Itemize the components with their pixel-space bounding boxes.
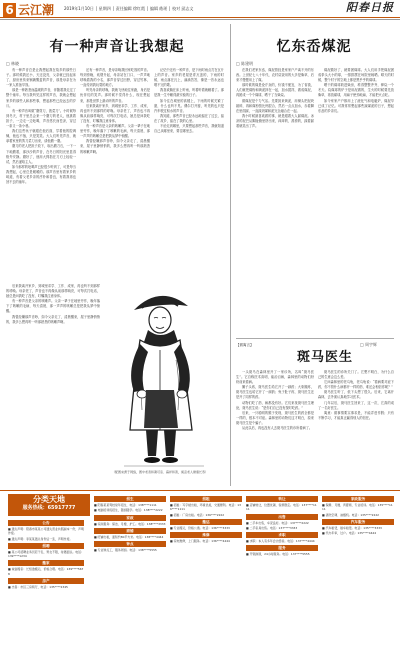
paragraph: 狮子头疼，斑马医生给它开了一副药；大象腿疼，斑马医生也给它开了一副药；兔子肚子疼，斑马医生还是开了同样的药。 bbox=[236, 385, 314, 400]
column-divider bbox=[230, 24, 231, 486]
paragraph: 我们这些孩子就跟在他后面，学着他的腔调喊，他也不恼，只是笑笑。大人们听见声音，就拿着家里的剪刀菜刀出来，请他磨一磨。 bbox=[6, 129, 76, 144]
classified-ad: ■ 求职：本人有多年会计经验。电话：137****4444 bbox=[246, 539, 315, 544]
paragraph: 有一种声音是父亲的咳嗽声。父亲一辈子在地里劳作，晚年落下了咳嗽的毛病，每天清晨，那一声声的咳嗽总是把我从梦中惊醒。 bbox=[6, 299, 100, 314]
paragraph: 煤泥做好了，就要团煤球。大人们用手把煤泥团成拳头大小的球，一排排摆在场院里晾晒。晴天的时候，整个村子的空地上都是黑乎乎的煤球。 bbox=[318, 68, 394, 83]
paragraph: 如今那样的吆喝声已经很少听到了，可是每当我想起，心里总是暖暖的。那声音里有着家乡的味道，有着父老乡亲的淳朴和善良，有着我再也回不去的童年。 bbox=[6, 164, 76, 185]
article-3-label: 【微寓言】 bbox=[236, 343, 254, 347]
classified-category-heading: 服务 bbox=[246, 545, 318, 551]
article-2-column-1 bbox=[236, 68, 314, 334]
paragraph: 后来我离开家乡，到城里求学、工作、成家，再也听不到那样的呼唤。母亲老了，声音也不再像从前那样响亮，可每次打电话，她总是问我吃了没有，叮嘱我注意身体。 bbox=[80, 103, 150, 123]
classified-ad: ■ 阳春某某驾校常年招生，电话：138****1111 bbox=[94, 503, 157, 507]
classified-ad: ■ 专业搬运，价格公道。电话：136****3333 bbox=[170, 525, 230, 530]
classified-category-heading: 招生 bbox=[94, 496, 166, 502]
classified-category-heading: 汽车服务 bbox=[322, 519, 394, 525]
classified-ad: ■ 遗失声明：李某某遗失身份证一张，声明作废。 bbox=[8, 536, 73, 541]
classified-category-heading: 搬运 bbox=[170, 519, 242, 525]
classifieds-hotline bbox=[8, 505, 90, 512]
classifieds-column-1 bbox=[8, 518, 84, 652]
classified-category-heading: 钟点 bbox=[94, 541, 166, 547]
classified-ad: ■ 二手车出售，车况良好。电话：137****2222 bbox=[246, 520, 309, 525]
article-1-author: □ 林晓 bbox=[6, 61, 20, 66]
header-divider-thin bbox=[0, 19, 400, 20]
hotline-label: 服务热线： bbox=[22, 505, 48, 511]
classified-ad: ■ 诚信搬家：长短途搬运，价格合理。电话：139****5678 bbox=[8, 567, 84, 576]
paragraph: 磨刀的老人把担子放下，取出磨刀石，一下一下地磨着，那沙沙的声音，在冬日的阳光里显得格外安静。磨好了，他用大拇指在刀刃上轻轻一试，然后递给主人。 bbox=[6, 144, 76, 164]
article-1-column-3 bbox=[154, 68, 224, 280]
paragraph: 记忆中还有一种声音，是下雨时雨点打在瓦片上的声音。家乡的老屋是青瓦盖的，下雨的时候，雨点落在瓦上，滴滴答答，像是一首永远也唱不完的歌。 bbox=[154, 68, 224, 88]
paragraph: 几年以后，斑马医生回来了，这一次，它真的成了一名好医生。 bbox=[318, 400, 394, 410]
paragraph: 如今住在城里的高楼上，下雨的时候关紧了窗，什么也听不见。偶尔打开窗，听见的也只是汽车驶过积水的声音。 bbox=[154, 98, 224, 113]
section-title: 云江潮 bbox=[18, 3, 55, 17]
classified-category-heading: 家政 bbox=[94, 515, 166, 521]
classified-ad: ■ 电脑培训班招生，随到随学。电话：138****2222 bbox=[94, 508, 163, 513]
elderly-woman-illustration bbox=[104, 280, 216, 472]
paragraph: 它问森林里的老乌龟，老乌龟说：“看病要对症下药，你不管什么病都开一样的药，谁还会相信你呢？” bbox=[318, 380, 394, 390]
classifieds-header bbox=[8, 494, 90, 516]
classified-ad: ■ 店铺转让，位置优越，客源稳定。电话：137****1111 bbox=[246, 503, 317, 512]
paragraph: 有一种声音是父亲的咳嗽声。父亲一辈子在地里劳作，晚年落下了咳嗽的毛病，每天清晨，那一声声的咳嗽总是把我从梦中惊醒。 bbox=[80, 124, 150, 139]
classified-ad: ■ 二手家具出售。电话：137****3333 bbox=[246, 525, 298, 530]
classified-ad: ■ 某公司招聘业务员若干名，男女不限，待遇面议。电话：139****1234 bbox=[8, 549, 84, 559]
paragraph: 做煤泥是个力气活。先要挑来黄泥，用锄头把泥块敲碎，再和煤粉按比例混合，然后一点点加水，赤着脚在里面踩，一直踩到煤和泥完全融合在一起。 bbox=[236, 98, 314, 113]
classifieds-title: 分类天地 bbox=[33, 495, 65, 504]
article-2-column-2 bbox=[318, 68, 394, 334]
paragraph: 斑马医生听了，低下头想了很久。后来，它离开森林，去外面认真地学习医术。 bbox=[318, 390, 394, 400]
article-1-column-1 bbox=[6, 68, 76, 280]
article-2-title: 忆东岙煤泥 bbox=[276, 39, 352, 55]
paragraph: 有一种声音叫做“磨剪刀，戗菜刀”。小时候每到冬天，村子里总会来一个磨刀的老人，他挑着担子，一边走一边吆喝，声音悠长而苍凉，穿过一条又一条小巷。 bbox=[6, 108, 76, 129]
paragraph: 那是一种熟悉而温暖的声音，伴随着我走过了整个童年。每当我听见这样的声音，我就会想起家乡的那些人和那些事，想起那些已经远去的岁月。 bbox=[6, 88, 76, 108]
paragraph: 后来我离开家乡，到城里求学、工作、成家，再也听不到那样的呼唤。母亲老了，声音也不再像从前那样响亮，可每次打电话，她总是问我吃了没有，叮嘱我注意身体。 bbox=[6, 284, 100, 299]
article-2-author: □ 陈建明 bbox=[236, 61, 254, 66]
paragraph: 斑马医生的诊所关门了。它想不明白，为什么自己的生意会这么差。 bbox=[318, 370, 394, 380]
classified-category-heading: 搬家 bbox=[8, 560, 84, 566]
article-3-column-1 bbox=[236, 370, 314, 484]
section-divider bbox=[236, 338, 394, 339]
article-1-column-2 bbox=[80, 68, 150, 280]
paragraph: 那时候的煤是论斤卖的，价钱不便宜，为了省钱，人们就把煤粉和黄泥掺在一起，加水搅拌，做成煤泥，再团成一个个煤球，晒干了当柴烧。 bbox=[236, 83, 314, 98]
classified-category-heading: 招聘 bbox=[8, 543, 84, 549]
classified-category-heading: 招租 bbox=[170, 496, 242, 502]
classified-category-heading: 商铺 bbox=[94, 528, 166, 534]
article-3-author: □ 周宇辉 bbox=[360, 342, 378, 347]
paragraph: 如今家家户户都用上了液化气和电磁炉，煤泥早已成了记忆。可我常常想起那些踩煤泥的日子，想起东岙的乡亲们。 bbox=[318, 98, 394, 113]
classified-ad: ■ 保姆、月嫂、育婴师，专业培训。电话：135****1111 bbox=[322, 503, 393, 512]
paragraph: 我曾经嫌那声音吵，如今父亲走了，清晨醒来，屋子里静悄悄的，我多么想再听一听那熟悉的咳嗽声啊。 bbox=[80, 139, 150, 154]
illustration-caption: （配图来源于网络，图中老者和蔼可亲、慈祥和善，寓意老人健康长寿） bbox=[111, 470, 208, 474]
classified-ad: ■ 出售：市区三房两厅，电话：135****2345 bbox=[8, 585, 68, 590]
paragraph: 我喜欢躺在床上听雨，听着听着就睡着了。那是我一生中睡得最安稳的日子。 bbox=[154, 88, 224, 98]
classified-ad: ■ 招租：写字楼出租，环境优美，交通便利。电话：136****1111 bbox=[170, 503, 241, 512]
paragraph: 我小时候最喜欢做的事，就是跟着大人踩煤泥。冰凉的泥巴从脚趾缝里挤出来，痒痒的，滑滑的，踩着踩着就笑出了声。 bbox=[236, 113, 314, 129]
paragraph: 动物们吃了药，病都没有好。它们来找斑马医生理论，斑马医生说：“是你们自己没有按时吃药。” bbox=[236, 400, 314, 410]
classified-category-heading: 求职 bbox=[246, 532, 318, 538]
paragraph: 一头斑马在森林里开了一家诊所，名叫“斑马医生”。它自称医术高明，能治百病，森林里的动物们纷纷前来看病。 bbox=[236, 370, 314, 385]
paragraph: 还有一种声音，是母亲唤我回家吃饭的声音。每到傍晚，炊烟升起，母亲站在门口，一声声地呼唤着我的小名，那声音穿过田野，穿过竹林，一直传到我玩耍的地方。 bbox=[80, 68, 150, 88]
header-info: 2019年1月10日 │ 星期四 │ 责任编辑 徐红霞 │ 编辑 皓瑶 │ 校对 邱志文 bbox=[64, 6, 194, 11]
classifieds-divider bbox=[0, 490, 400, 491]
classified-ad: ■ 招租：厂房出租。电话：136****2222 bbox=[170, 512, 225, 517]
article-1-title: 有一种声音让我想起 bbox=[49, 39, 185, 55]
classified-category-heading: 家政服务 bbox=[322, 496, 394, 502]
classified-ad: ■ 代办年审，过户。电话：135****4444 bbox=[322, 531, 377, 536]
classified-category-heading: 转让 bbox=[246, 496, 318, 502]
article-3-title: 斑马医生 bbox=[296, 350, 353, 365]
classified-ad: ■ 家电维修，上门服务。电话：136****4444 bbox=[170, 539, 230, 544]
paragraph: 有一种声音总是让我想起我在故乡的那些日子。那时候我还小，天还没亮，父亲就已经起床了，厨房里传来锅碗瓢盆的声音，那是母亲在为一家人准备早饭。 bbox=[6, 68, 76, 88]
masthead-logo: 阳春日报 bbox=[346, 1, 394, 14]
classified-ad: ■ 汽车租赁，婚车租赁。电话：135****3333 bbox=[322, 525, 382, 530]
paragraph: 听见母亲的呼唤，我就飞快地往家跑，身后是伙伴们的笑声。那时候不觉得什么，现在想起来，那是世界上最动听的声音。 bbox=[80, 88, 150, 103]
paragraph: 我曾经嫌那声音吵，如今父亲走了，清晨醒来，屋子里静悄悄的，我多么想再听一听那熟悉的咳嗽声啊。 bbox=[6, 314, 100, 324]
classified-category-heading: 公告 bbox=[8, 520, 84, 526]
classified-ad: ■ 清洗空调、油烟机。电话：135****2222 bbox=[322, 512, 379, 517]
article-3-column-2 bbox=[318, 370, 394, 484]
classified-ad: ■ 遗失声明：阳春市某某公司遗失营业执照副本一份，声明作废。 bbox=[8, 527, 84, 536]
paragraph: 后来，一只聪明的猴子发现，斑马医生的药全都是一样的，根本不对症。森林里的动物们这才明白，原来斑马医生是个骗子。 bbox=[236, 410, 314, 425]
classified-category-heading: 房产 bbox=[8, 578, 84, 584]
classifieds-column-5 bbox=[322, 494, 394, 652]
classified-ad: ■ 旺铺出租，面积约80平方米。电话：138****4444 bbox=[94, 534, 164, 539]
paragraph: 从此以后，再也没有人去斑马医生的诊所看病了。 bbox=[242, 426, 313, 431]
hotline-number: 65917777 bbox=[47, 505, 76, 511]
classified-category-heading: 维修 bbox=[170, 532, 242, 538]
classifieds-column-2 bbox=[94, 494, 166, 652]
header-divider bbox=[0, 17, 400, 18]
paragraph: 寓意：做事情要实事求是，不能弄虚作假；只有不断学习，才能真正赢得别人的信任。 bbox=[318, 410, 394, 420]
paragraph: 不论走到哪里，只要想起那些声音，我就知道自己从哪里来，要往哪里去。 bbox=[154, 124, 224, 134]
classified-ad: ■ 专业钟点工，服务周到。电话：138****5555 bbox=[94, 548, 157, 553]
paragraph: 晒干的煤球收进柴房，堆得整整齐齐，够烧一个冬天。烧煤球的炉子是用泥做的，生火的时候要先放柴草，再放煤球，用扇子使劲地扇，才能把火点旺。 bbox=[318, 83, 394, 98]
classifieds-column-3 bbox=[170, 494, 242, 652]
paragraph: 在我们老家东岙，煤泥曾经是家家户户离不开的东西。上世纪七八十年代，农村烧饭用的大多是柴草，后来才慢慢用上了煤。 bbox=[236, 68, 314, 83]
classified-ad: ■ 家政服务：保洁、月嫂、护工。电话：138****3333 bbox=[94, 521, 166, 526]
article-1-column-4 bbox=[6, 284, 100, 484]
classified-ad: ■ 开锁换锁，24小时服务。电话：137****5555 bbox=[246, 552, 310, 557]
classifieds-column-4 bbox=[246, 494, 318, 652]
paragraph: 我知道，那些声音已经永远地留在了过去，留在了故乡，留在了我的心里。 bbox=[154, 113, 224, 123]
classified-category-heading: 出售 bbox=[246, 514, 318, 520]
page-number: 6 bbox=[3, 3, 16, 17]
